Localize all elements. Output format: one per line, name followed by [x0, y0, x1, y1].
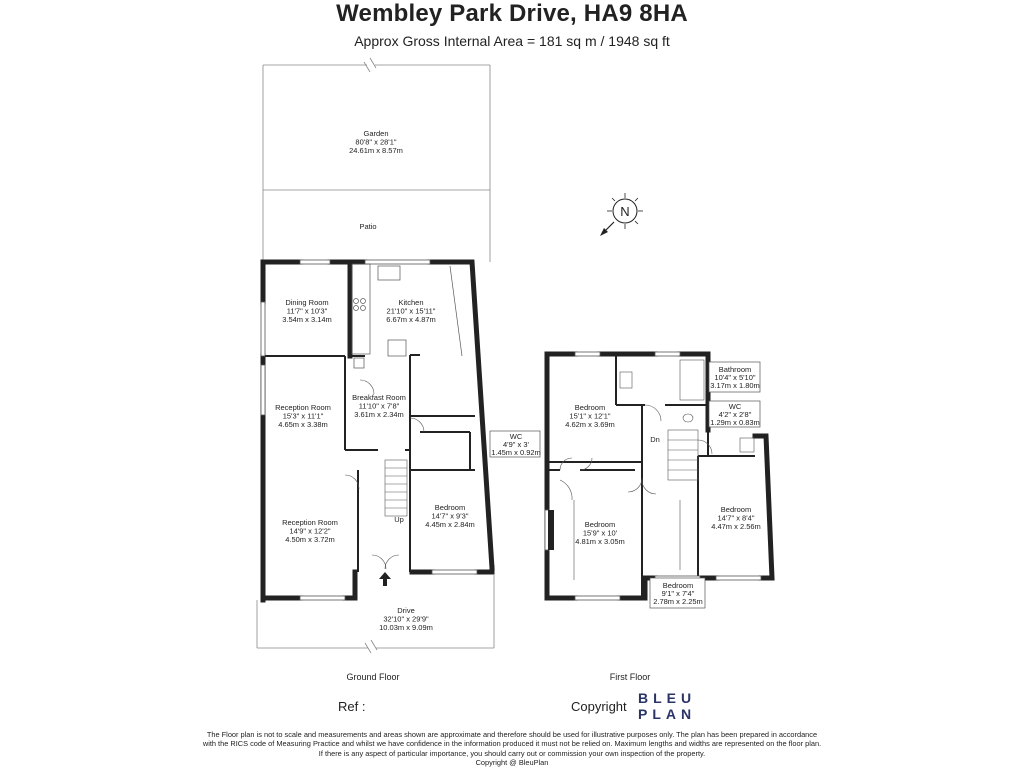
compass-label: N — [620, 204, 630, 219]
copyright-label: Copyright — [571, 699, 627, 714]
logo-line-1: BLEU — [638, 690, 697, 706]
stairs-up-label: Up — [394, 515, 404, 524]
bleuplan-logo — [638, 690, 696, 722]
ground-wc-label: WC 4'9" x 3' 1.45m x 0.92m — [491, 432, 541, 457]
logo-line-2: PLAN — [638, 706, 697, 722]
garden-outline — [263, 58, 490, 262]
page-title: Wembley Park Drive, HA9 8HA — [336, 0, 688, 27]
first-bedroom-3-label: Bedroom 14'7" x 8'4" 4.47m x 2.56m — [711, 505, 761, 531]
entrance-arrow-icon — [379, 572, 391, 586]
disclaimer-line: with the RICS code of Measuring Practice and whilst we have confidence in the information produced it must not be relied on. Maximum lengths and widths are represented on the floor plan. — [202, 739, 822, 749]
north-compass-icon — [600, 193, 643, 236]
wardrobe-block — [548, 510, 554, 550]
reception-room-2-label: Reception Room 14'9" x 12'2" 4.50m x 3.72m — [282, 518, 338, 544]
kitchen-label: Kitchen 21'10" x 15'11" 6.67m x 4.87m — [386, 298, 436, 324]
bathroom-label: Bathroom 10'4" x 5'10" 3.17m x 1.80m — [710, 365, 760, 390]
gross-area-subtitle: Approx Gross Internal Area = 181 sq m / 1948 sq ft — [354, 33, 670, 49]
patio-label: Patio — [359, 222, 377, 231]
stairs-down-label: Dn — [650, 435, 660, 444]
dining-room-label: Dining Room 11'7" x 10'3" 3.54m x 3.14m — [282, 298, 332, 324]
disclaimer-line: Copyright @ BleuPlan — [475, 757, 549, 767]
first-bedroom-2-label: Bedroom 15'9" x 10' 4.81m x 3.05m — [575, 520, 625, 546]
ground-bedroom-label: Bedroom 14'7" x 9'3" 4.45m x 2.84m — [425, 503, 475, 529]
garden-label: Garden 80'8" x 28'1" 24.61m x 8.57m — [349, 129, 403, 155]
reception-room-1-label: Reception Room 15'3" x 11'1" 4.65m x 3.38m — [275, 403, 331, 429]
breakfast-room-label: Breakfast Room 11'10" x 7'8" 3.61m x 2.34m — [352, 393, 406, 419]
drive-label: Drive 32'10" x 29'9" 10.03m x 9.09m — [379, 606, 433, 632]
drive-outline — [257, 575, 494, 653]
first-bedroom-1-label: Bedroom 15'1" x 12'1" 4.62m x 3.69m — [565, 403, 615, 429]
disclaimer — [150, 730, 874, 767]
first-wc-label: WC 4'2" x 2'8" 1.29m x 0.83m — [710, 402, 760, 427]
first-floor-label: First Floor — [609, 672, 651, 682]
disclaimer-line: If there is any aspect of particular importance, you should carry out or commission your own inspection of the property. — [318, 748, 706, 758]
ground-floor-label: Ground Floor — [346, 672, 400, 682]
first-bedroom-4-label: Bedroom 9'1" x 7'4" 2.78m x 2.25m — [653, 581, 703, 606]
disclaimer-line: The Floor plan is not to scale and measurements and areas shown are approximate and therefore should be used for illustrative purposes only. The plan has been prepared in accordance — [206, 730, 818, 739]
ref-label: Ref : — [338, 699, 366, 714]
